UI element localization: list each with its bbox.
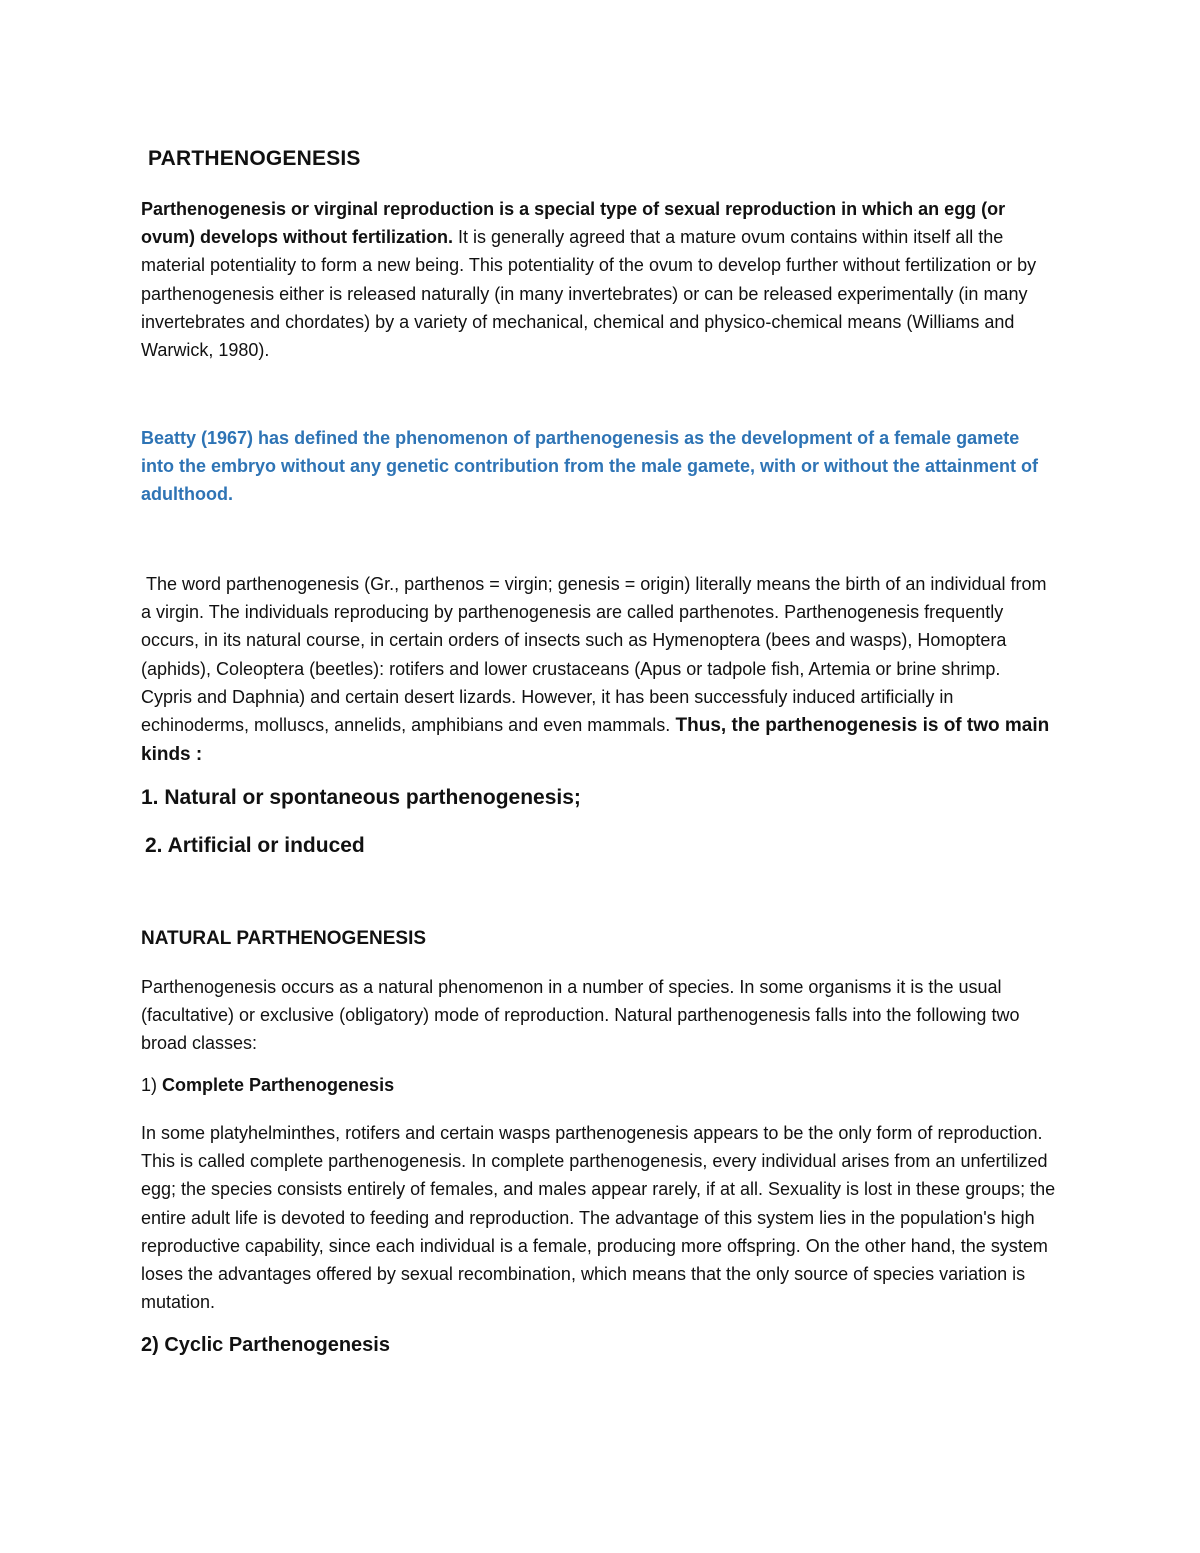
intro-bold-lead: Parthenogenesis or virginal reproduction is a special type of sexual reproduction in which an egg (or ovum) develops without fertilization. <box>141 199 1006 248</box>
page-title: PARTHENOGENESIS <box>148 147 361 170</box>
word-origin-paragraph <box>141 570 1056 769</box>
natural-parthenogenesis-paragraph: Parthenogenesis occurs as a natural phenomenon in a number of species. In some organisms it is the usual (facultative) or exclusive (obligatory) mode of reproduction. Natural parthenogenesis falls into the following two broad classes: <box>141 977 1020 1054</box>
cyclic-parthenogenesis-heading: 2) Cyclic Parthenogenesis <box>141 1334 390 1356</box>
kind-item-artificial: 2. Artificial or induced <box>145 834 365 857</box>
kind-item-natural: 1. Natural or spontaneous parthenogenesis; <box>141 786 581 809</box>
kinds-intro: Thus, the parthenogenesis is of two main kinds : <box>141 715 1050 766</box>
intro-paragraph <box>141 195 1056 364</box>
complete-label: Complete Parthenogenesis <box>157 1075 395 1095</box>
complete-parthenogenesis-paragraph: In some platyhelminthes, rotifers and certain wasps parthenogenesis appears to be the only form of reproduction. This is called complete parthenogenesis. In complete parthenogenesis, every individual arises from an unfertilized egg; the species consists entirely of females, and males appear rarely, if at all. Sexuality is lost in these groups; the entire adult life is devoted to feeding and reproduction. The advantage of this system lies in the population's high reproductive capability, since each individual is a female, producing more offspring. On the other hand, the system loses the advantages offered by sexual recombination, which means that the only source of species variation is mutation. <box>141 1123 1056 1313</box>
natural-parthenogenesis-heading: NATURAL PARTHENOGENESIS <box>141 928 427 949</box>
definition-paragraph: Beatty (1967) has defined the phenomenon of parthenogenesis as the development of a female gamete into the embryo without any genetic contribution from the male gamete, with or without the attainment of adulthood. <box>141 428 1039 505</box>
complete-parthenogenesis-heading <box>141 1075 1056 1096</box>
complete-number: 1) <box>141 1075 158 1095</box>
word-origin-text: The word parthenogenesis (Gr., parthenos = virgin; genesis = origin) literally means the birth of an individual from a virgin. The individuals reproducing by parthenogenesis are called parthenotes. Parthenogenesis frequently occurs, in its natural course, in certain orders of insects such as Hymenoptera (bees and wasps), Homoptera (aphids), Coleoptera (beetles): rotifers and lower crustaceans (Apus or tadpole fish, Artemia or brine shrimp. Cypris and Daphnia) and certain desert lizards. However, it has been successfuly induced artificially in echinoderms, molluscs, annelids, amphibians and even mammals. <box>141 574 1047 736</box>
intro-rest: It is generally agreed that a mature ovum contains within itself all the material potentiality to form a new being. This potentiality of the ovum to develop further without fertilization or by parthenogenesis either is released naturally (in many invertebrates) or can be released experimentally (in many invertebrates and chordates) by a variety of mechanical, chemical and physico-chemical means (Williams and Warwick, 1980). <box>141 227 1037 361</box>
